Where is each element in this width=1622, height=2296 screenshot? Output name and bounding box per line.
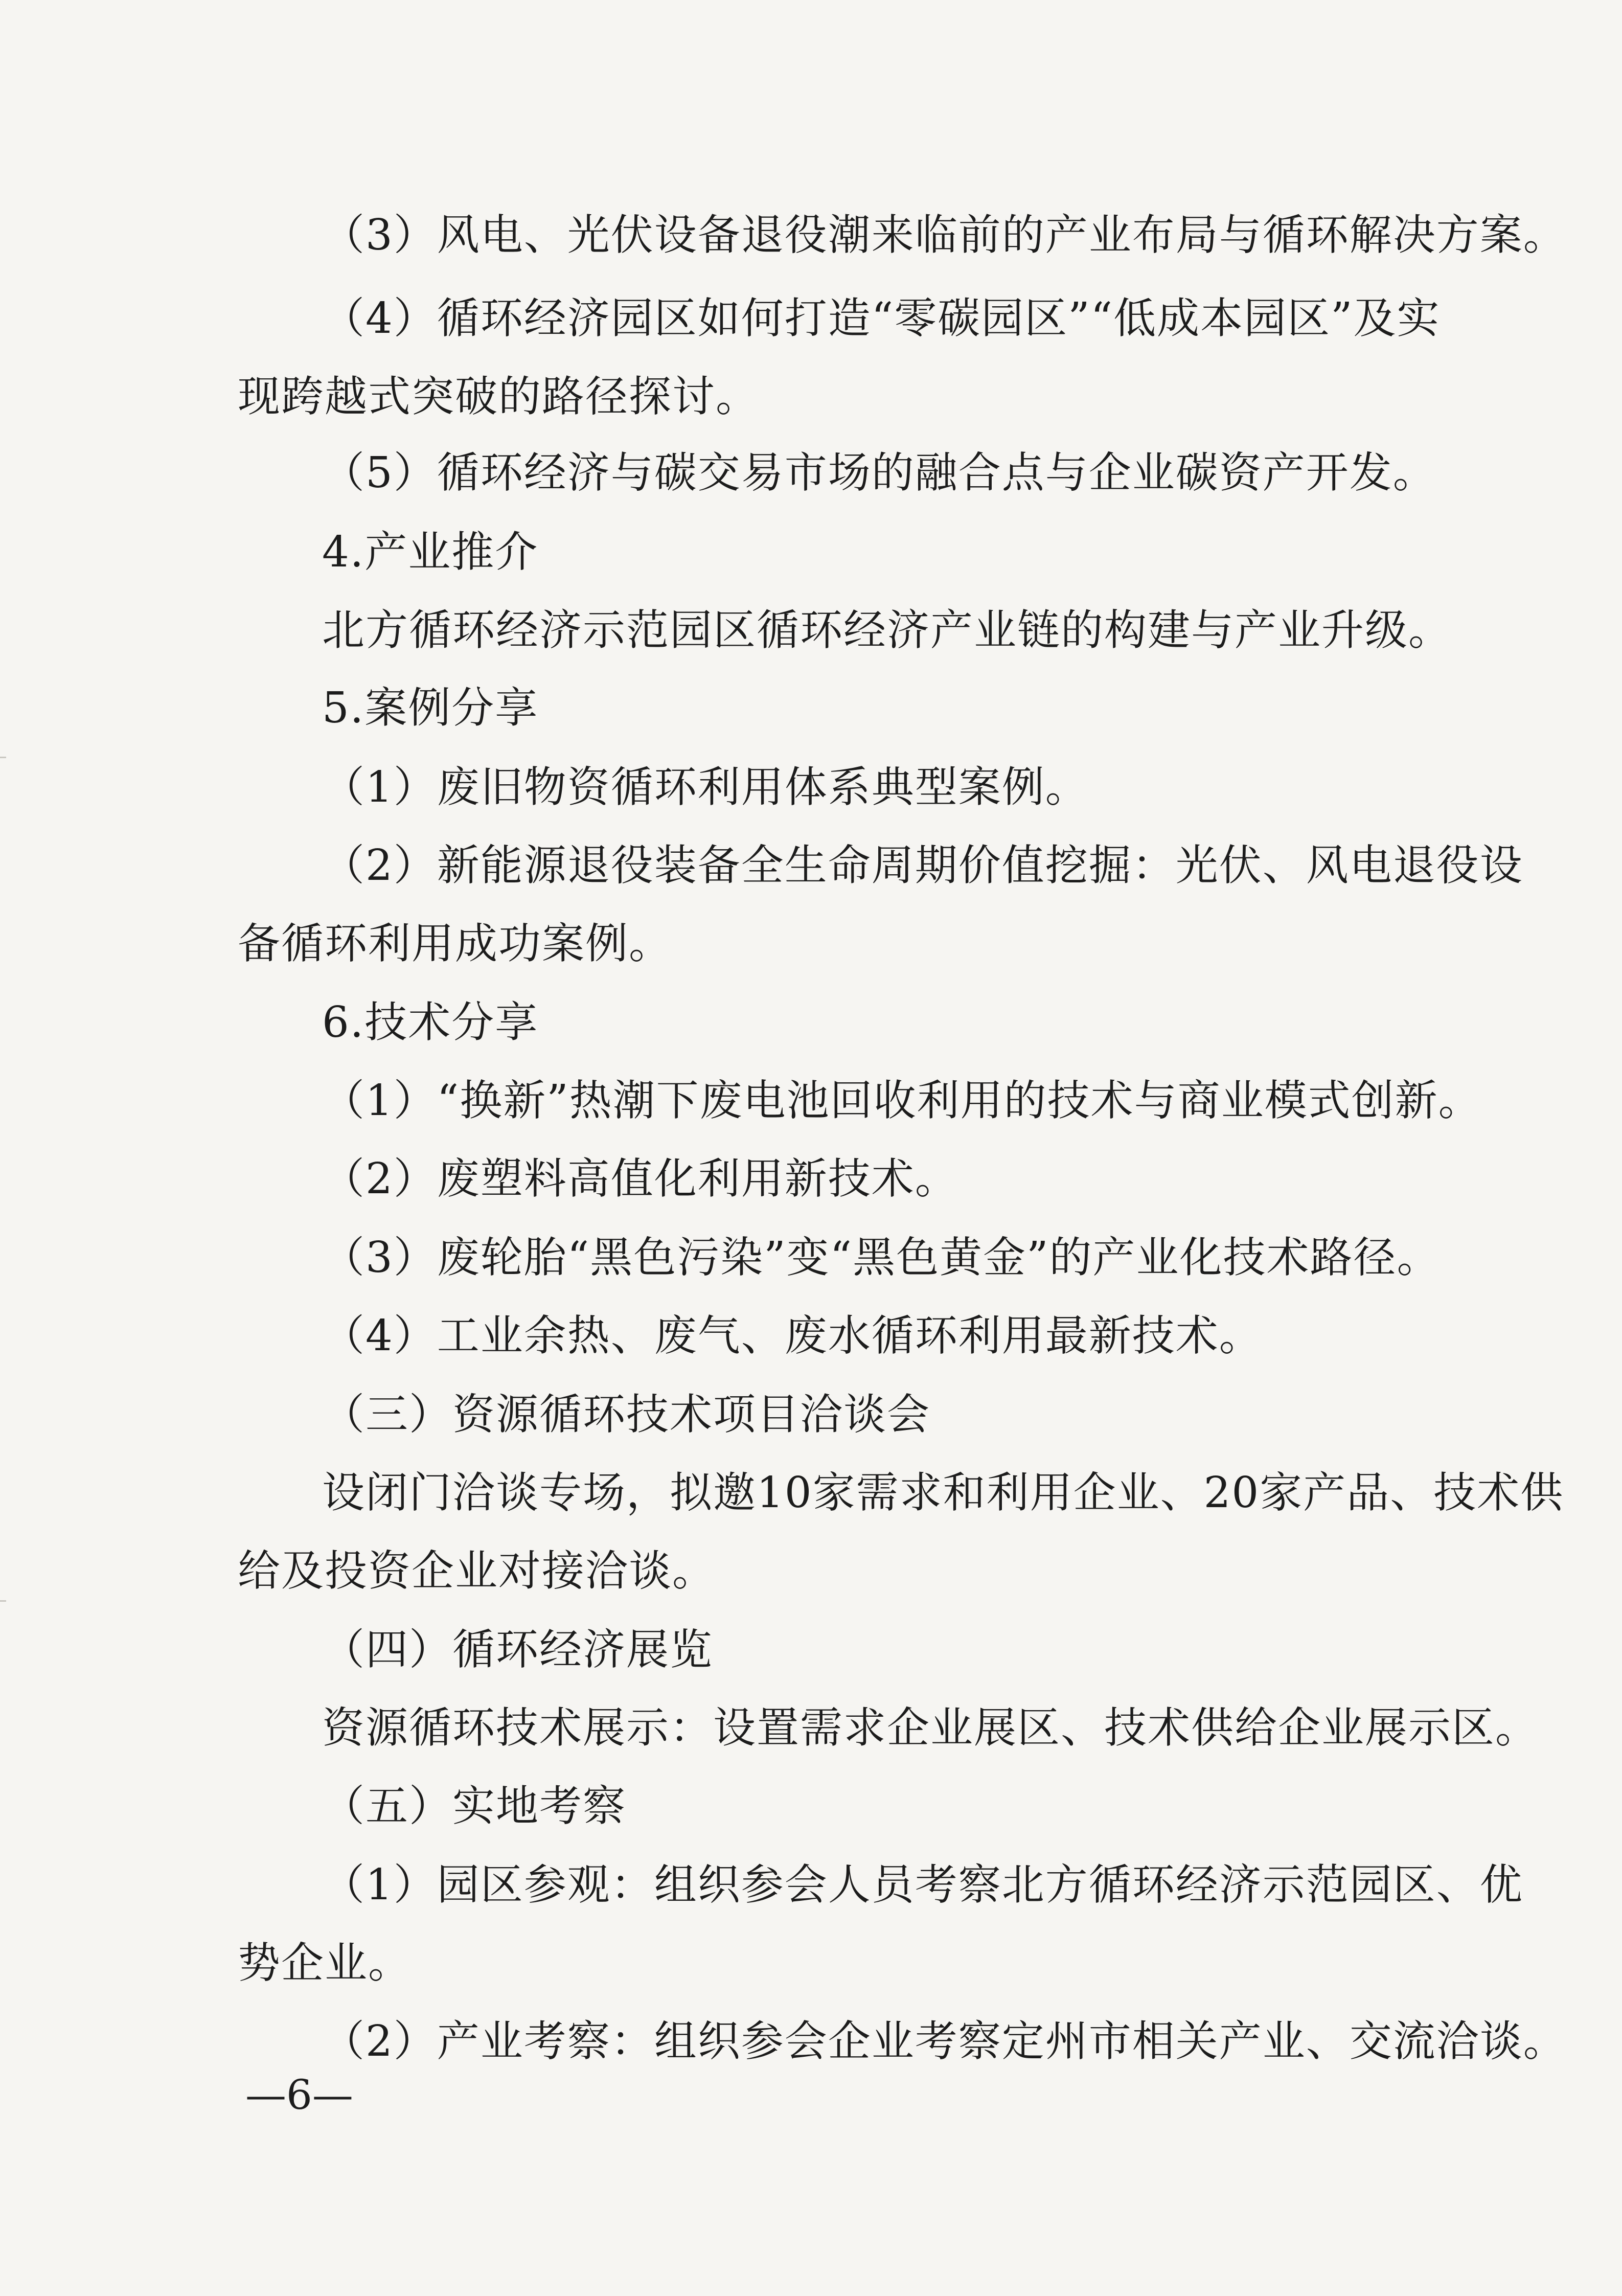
- body-line: （4）循环经济园区如何打造“零碳园区”“低成本园区”及实: [322, 293, 1441, 343]
- body-line: （3）风电、光伏设备退役潮来临前的产业布局与循环解决方案。: [322, 210, 1567, 260]
- body-line: （4）工业余热、废气、废水循环利用最新技术。: [322, 1311, 1263, 1360]
- section-heading: 4.产业推介: [322, 527, 539, 577]
- page-number: —6—: [245, 2071, 353, 2119]
- body-line: 势企业。: [238, 1938, 412, 1988]
- body-line: 设闭门洽谈专场，拟邀10家需求和利用企业、20家产品、技术供: [322, 1468, 1564, 1517]
- body-line: （1）“换新”热潮下废电池回收利用的技术与商业模式创新。: [322, 1076, 1482, 1125]
- body-line: 现跨越式突破的路径探讨。: [238, 372, 759, 421]
- body-line: 资源循环技术展示：设置需求企业展区、技术供给企业展示区。: [322, 1703, 1539, 1753]
- body-line: （2）产业考察：组织参会企业考察定州市相关产业、交流洽谈。: [322, 2016, 1567, 2066]
- body-line: （2）废塑料高值化利用新技术。: [322, 1154, 958, 1203]
- body-line: 北方循环经济示范园区循环经济产业链的构建与产业升级。: [322, 605, 1452, 655]
- section-heading: 6.技术分享: [322, 997, 539, 1047]
- body-line: （2）新能源退役装备全生命周期价值挖掘：光伏、风电退役设: [322, 840, 1523, 890]
- section-heading: 5.案例分享: [322, 683, 539, 733]
- section-heading: （三）资源循环技术项目洽谈会: [322, 1390, 930, 1439]
- body-line: （1）废旧物资循环利用体系典型案例。: [322, 762, 1089, 812]
- body-line: （1）园区参观：组织参会人员考察北方循环经济示范园区、优: [322, 1860, 1523, 1909]
- body-line: （5）循环经济与碳交易市场的融合点与企业碳资产开发。: [322, 448, 1436, 497]
- scan-mark: [0, 757, 6, 758]
- section-heading: （五）实地考察: [322, 1781, 626, 1831]
- scan-mark: [0, 1600, 6, 1602]
- section-heading: （四）循环经济展览: [322, 1625, 713, 1674]
- body-line: 备循环利用成功案例。: [238, 919, 672, 968]
- body-line: （3）废轮胎“黑色污染”变“黑色黄金”的产业化技术路径。: [322, 1233, 1441, 1282]
- body-line: 给及投资企业对接洽谈。: [238, 1546, 716, 1596]
